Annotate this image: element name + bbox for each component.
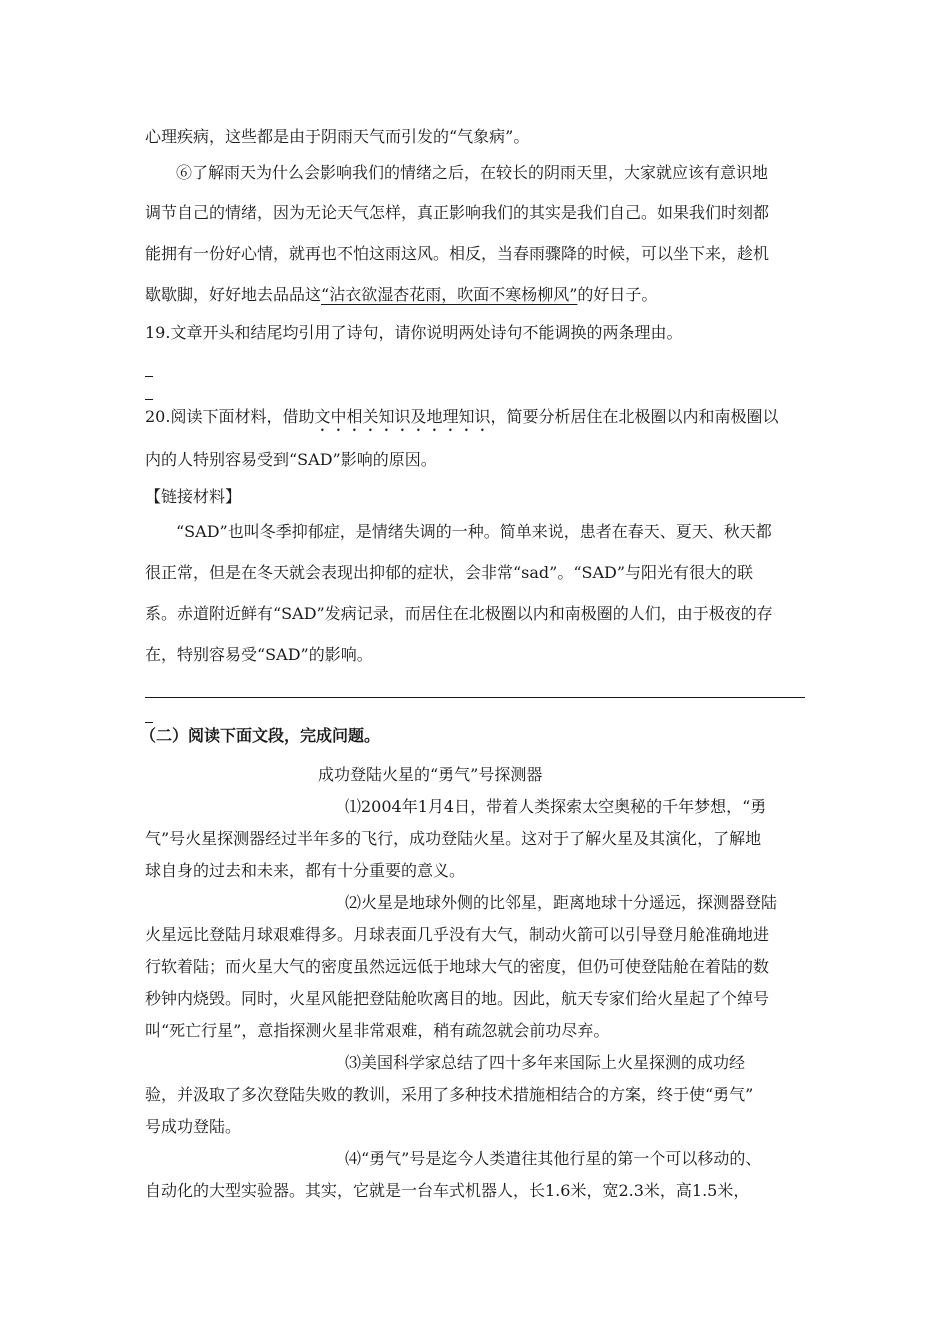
answer-blank[interactable] [145, 722, 153, 723]
article-title: 成功登陆火星的“勇气”号探测器 [318, 765, 543, 784]
section-heading: （二）阅读下面文段，完成问题。 [140, 726, 381, 745]
line-text: 的好日子。 [577, 285, 658, 304]
paragraph-line: 能拥有一份好心情，就再也不怕这雨这风。相反，当春雨骤降的时候，可以坐下来，趁机 [145, 244, 770, 263]
paragraph-line: 很正常，但是在冬天就会表现出抑郁的症状，会非常“sad”。“SAD”与阳光有很大的联 [145, 563, 754, 582]
answer-line[interactable] [145, 697, 805, 698]
paragraph-line: ⑥了解雨天为什么会影响我们的情绪之后，在较长的阴雨天里，大家就应该有意识地 [176, 163, 769, 182]
paragraph-line: 叫“死亡行星”，意指探测火星非常艰难，稍有疏忽就会前功尽弃。 [145, 1021, 610, 1040]
paragraph-line: “SAD”也叫冬季抑郁症，是情绪失调的一种。简单来说，患者在春天、夏天、秋天都 [176, 522, 772, 541]
paragraph-line: 气”号火星探测器经过半年多的飞行，成功登陆火星。这对于了解火星及其演化，了解地 [145, 829, 762, 848]
paragraph-line: ⑶美国科学家总结了四十多年来国际上火星探测的成功经 [345, 1053, 746, 1072]
paragraph-line: 系。赤道附近鲜有“SAD”发病记录，而居住在北极圈以内和南极圈的人们，由于极夜的存 [145, 604, 773, 623]
link-heading: 【链接材料】 [145, 487, 242, 506]
paragraph-line: 球自身的过去和未来，都有十分重要的意义。 [145, 861, 466, 880]
paragraph-line: ⑷“勇气”号是迄今人类遣往其他行星的第一个可以移动的、 [345, 1149, 762, 1168]
line-text: 歇歇脚，好好地去品品这 [145, 285, 322, 304]
paragraph-line: ⑴2004年1月4日，带着人类探索太空奥秘的千年梦想，“勇 [345, 797, 767, 816]
paragraph-line: 行软着陆；而火星大气的密度虽然远远低于地球大气的密度，但仍可使登陆舱在着陆的数 [145, 957, 770, 976]
paragraph-line: 秒钟内烧毁。同时，火星风能把登陆舱吹离目的地。因此，航天专家们给火星起了个绰号 [145, 989, 770, 1008]
paragraph-line: 调节自己的情绪，因为无论天气怎样，真正影响我们的其实是我们自己。如果我们时刻都 [145, 203, 770, 222]
question-text: 19.文章开头和结尾均引用了诗句，请你说明两处诗句不能调换的两条理由。 [145, 323, 683, 342]
paragraph-line: 心理疾病，这些都是由于阴雨天气而引发的“气象病”。 [145, 127, 530, 146]
paragraph-line: ⑵火星是地球外侧的比邻星，距离地球十分遥远，探测器登陆 [345, 893, 778, 912]
emphasized-text: 文中相关知识及地理知识 [314, 407, 491, 426]
answer-blank[interactable] [145, 399, 153, 400]
paragraph-line: 自动化的大型实验器。其实，它就是一台车式机器人，长1.6米，宽2.3米，高1.5米， [145, 1181, 750, 1200]
paragraph-line: 验，并汲取了多次登陆失败的教训，采用了多种技术措施相结合的方案，终于使“勇气” [145, 1085, 754, 1104]
question-text [145, 407, 778, 435]
paragraph-line [145, 285, 657, 305]
line-text: 20.阅读下面材料，借助 [145, 407, 315, 426]
line-text: ，简要分析居住在北极圈以内和南极圈以 [490, 407, 779, 426]
quoted-poem: “沾衣欲湿杏花雨，吹面不寒杨柳风” [321, 285, 578, 304]
paragraph-line: 火星远比登陆月球艰难得多。月球表面几乎没有大气，制动火箭可以引导登月舱准确地进 [145, 925, 770, 944]
question-text: 内的人特别容易受到“SAD”影响的原因。 [145, 450, 437, 469]
paragraph-line: 在，特别容易受“SAD”的影响。 [145, 645, 373, 664]
answer-blank[interactable] [145, 376, 153, 377]
paragraph-line: 号成功登陆。 [145, 1117, 242, 1136]
